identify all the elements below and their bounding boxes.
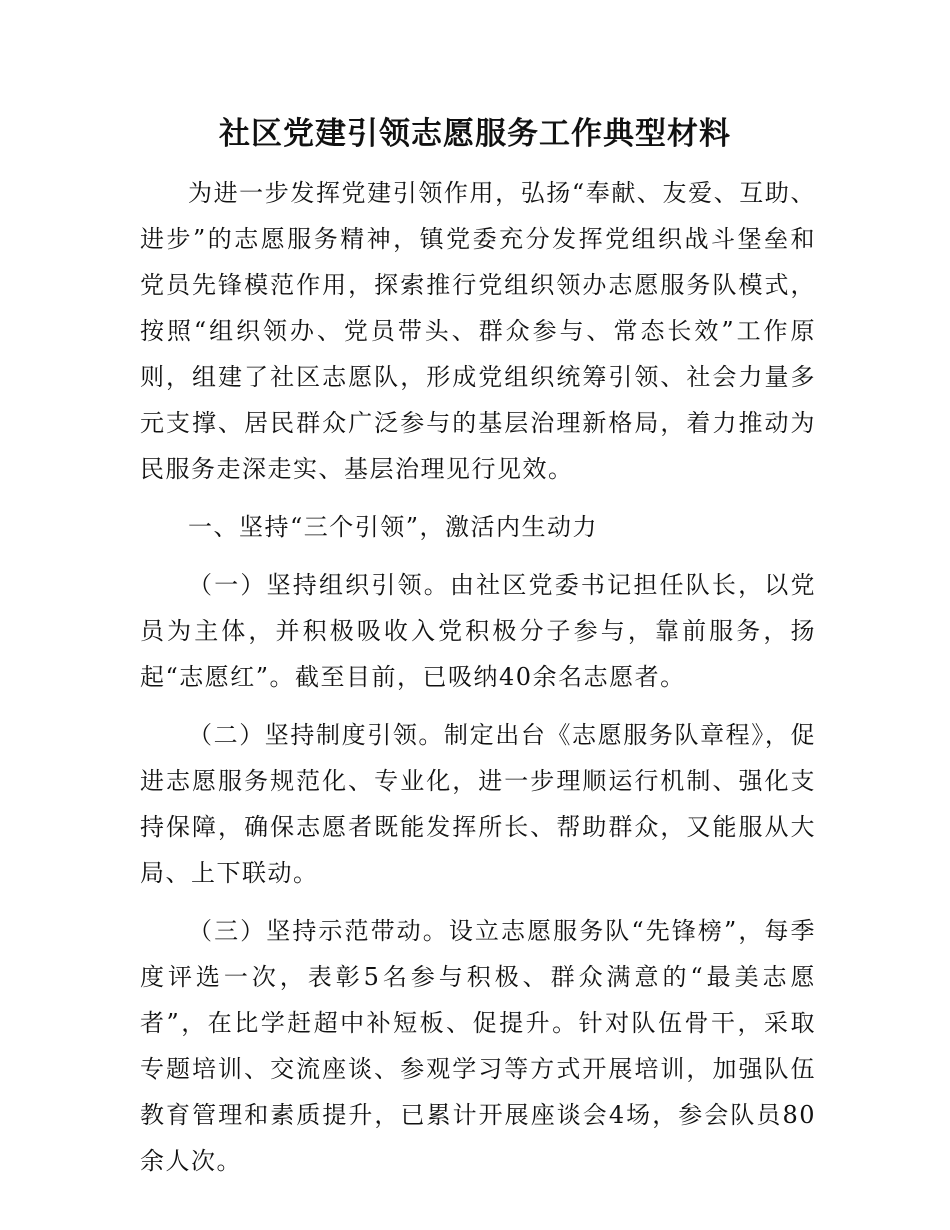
- paragraph-system-lead: （二）坚持制度引领。制定出台《志愿服务队章程》，促进志愿服务规范化、专业化，进一步理顺运行机制、强化支持保障，确保志愿者既能发挥所长、帮助群众，又能服从大局、上下联动。: [140, 721, 816, 887]
- document-body: [140, 170, 816, 1196]
- intro-paragraph: 为进一步发挥党建引领作用，弘扬“奉献、友爱、互助、进步”的志愿服务精神，镇党委充分发挥党组织战斗堡垒和党员先锋模范作用，探索推行党组织领办志愿服务队模式，按照“组织领办、党员带头、群众参与、常态长效”工作原则，组建了社区志愿队，形成党组织统筹引领、社会力量多元支撑、居民群众广泛参与的基层治理新格局，着力推动为民服务走深走实、基层治理见行见效。: [140, 179, 816, 483]
- paragraph-demonstration-lead: （三）坚持示范带动。设立志愿服务队“先锋榜”，每季度评选一次，表彰5名参与积极、群众满意的“最美志愿者”，在比学赶超中补短板、促提升。针对队伍骨干，采取专题培训、交流座谈、参观学习等方式开展培训，加强队伍教育管理和素质提升，已累计开展座谈会4场，参会队员80余人次。: [140, 917, 816, 1175]
- document-title: 社区党建引领志愿服务工作典型材料: [219, 116, 731, 152]
- section-heading: 一、坚持“三个引领”，激活内生动力: [188, 513, 599, 541]
- paragraph-organization-lead: （一）坚持组织引领。由社区党委书记担任队长，以党员为主体，并积极吸收入党积极分子参与，靠前服务，扬起“志愿红”。截至目前，已吸纳40余名志愿者。: [140, 571, 816, 691]
